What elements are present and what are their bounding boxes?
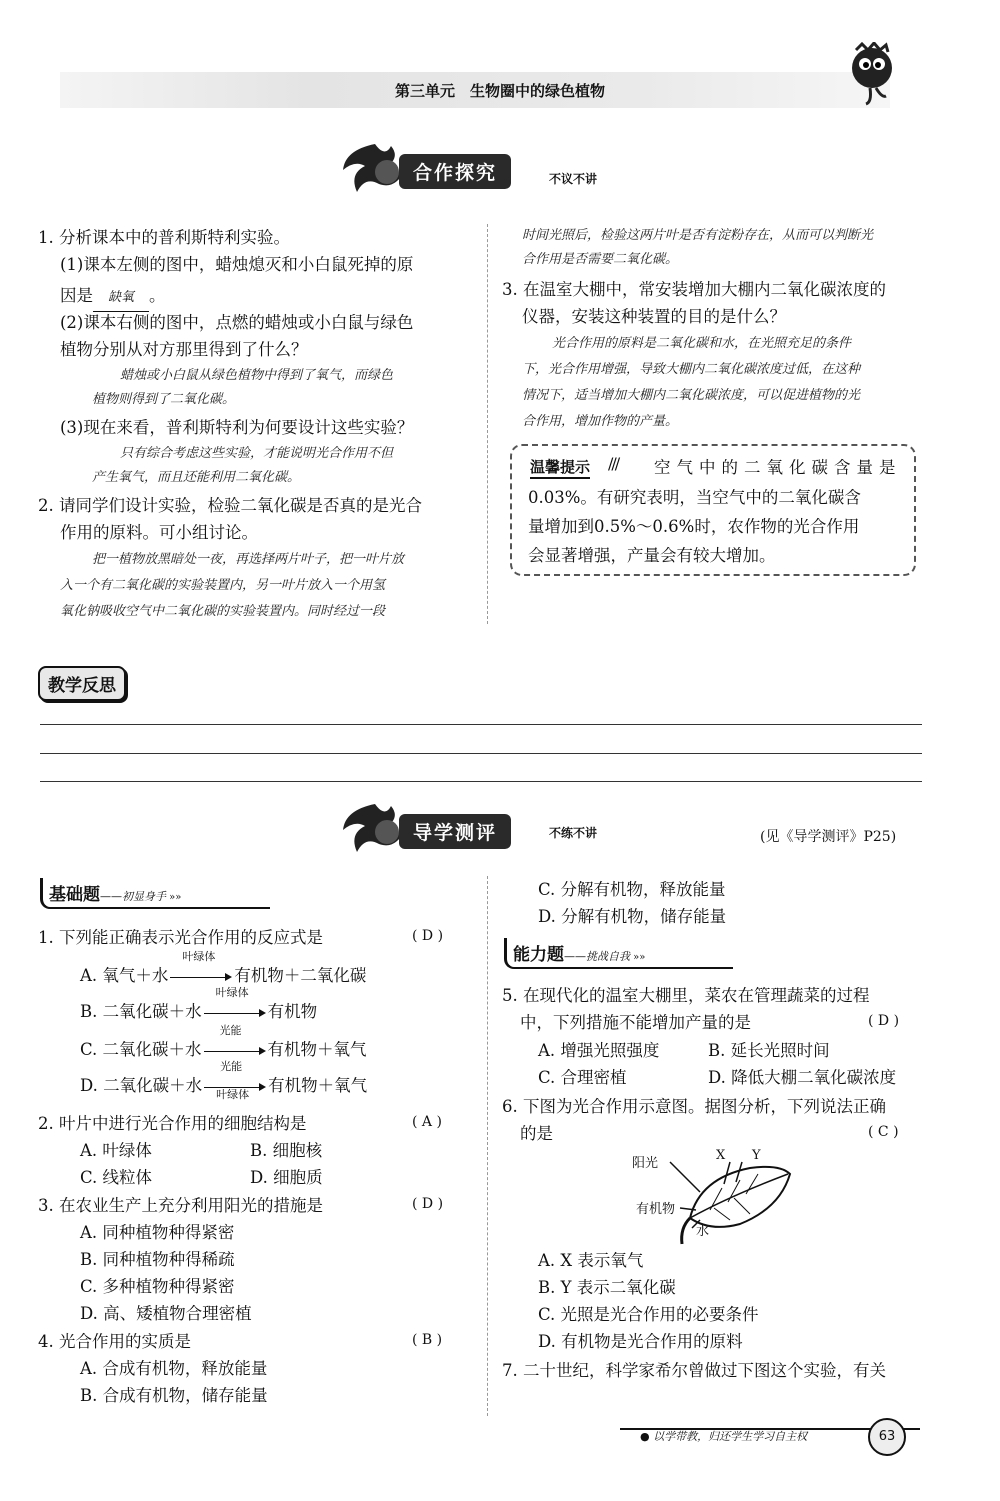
basic-tag-sub: ——初显身手: [100, 890, 166, 903]
ability-tag-sub: ——挑战自我: [564, 950, 630, 963]
option-text: 有机物＋氧气: [268, 1076, 368, 1095]
question-1-1b: [60, 282, 166, 312]
mc-answer-6: ( C ): [868, 1124, 899, 1140]
option-4b: B. 合成有机物，储存能量: [80, 1386, 268, 1405]
option-6c: C. 光照是光合作用的必要条件: [538, 1305, 759, 1324]
question-1-3: (3)现在来看，普利斯特利为何要设计这些实验？: [60, 418, 414, 437]
option-text: 有机物＋氧气: [267, 1040, 367, 1059]
tip-slashes: ///: [608, 454, 619, 473]
page-number: 63: [868, 1418, 906, 1456]
question-1-2a: (2)课本右侧的图中，点燃的蜡烛或小白鼠与绿色: [60, 313, 414, 332]
assessment-banner: [335, 800, 635, 856]
tip-line-3: 量增加到0.5%～0.6%时，农作物的光合作用: [528, 517, 860, 536]
unit-title: 第三单元 生物圈中的绿色植物: [394, 82, 605, 100]
option-2d: D. 细胞质: [250, 1168, 323, 1187]
mc-answer-5: ( D ): [868, 1013, 900, 1029]
ability-tag: 能力题——挑战自我 »»: [504, 938, 733, 969]
answer-3b: 下，光合作用增强，导致大棚内二氧化碳浓度过低，在这种: [522, 362, 861, 377]
arrow-label-top: 叶绿体: [182, 950, 216, 963]
answer-3a: 光合作用的原料是二氧化碳和水，在光照充足的条件: [552, 336, 852, 351]
figure-label-organic: 有机物: [636, 1202, 676, 1217]
reflection-label: 教学反思: [38, 666, 126, 701]
answer-2b: 入一个有二氧化碳的实验装置内，另一叶片放入一个用氢: [60, 578, 386, 593]
question-1: 1. 分析课本中的普利斯特利实验。: [38, 228, 290, 247]
figure-label-sunlight: 阳光: [632, 1156, 659, 1171]
ability-tag-label: 能力题: [513, 945, 564, 965]
section-title: 导学测评: [399, 814, 511, 849]
photosynthesis-figure: [630, 1148, 800, 1248]
answer-3d: 合作用，增加作物的产量。: [522, 414, 679, 429]
ruled-line-1: [40, 724, 922, 725]
figure-label-water: 水: [696, 1224, 710, 1239]
answer-2c: 氧化钠吸收空气中二氧化碳的实验装置内。同时经过一段: [60, 604, 386, 619]
arrow-label-top: 光能: [219, 1024, 242, 1037]
option-5a: A. 增强光照强度: [538, 1041, 660, 1060]
option-1d: [80, 1060, 368, 1101]
section-title: 合作探究: [399, 154, 511, 189]
arrow-label-bottom: 叶绿体: [216, 1088, 250, 1101]
option-6a: A. X 表示氧气: [538, 1251, 644, 1270]
answer-2d: 时间光照后，检验这两片叶是否有淀粉存在，从而可以判断光: [522, 228, 874, 243]
option-text: B. 二氧化碳＋水: [80, 1002, 202, 1021]
option-text: C. 二氧化碳＋水: [80, 1040, 202, 1059]
option-3a: A. 同种植物种得紧密: [80, 1223, 235, 1242]
option-3b: B. 同种植物种得稀疏: [80, 1250, 235, 1269]
option-text: 有机物: [267, 1002, 318, 1021]
column-divider: [487, 224, 488, 624]
option-5d: D. 降低大棚二氧化碳浓度: [708, 1068, 897, 1087]
option-1b: [80, 986, 318, 1026]
arrow-label-top: 叶绿体: [215, 986, 249, 999]
mc-question-6b: 的是: [520, 1124, 553, 1143]
tip-line-4: 会显著增强，产量会有较大增加。: [528, 546, 776, 565]
option-6d: D. 有机物是光合作用的原料: [538, 1332, 743, 1351]
answer-1-3b: 产生氧气，而且还能利用二氧化碳。: [92, 470, 301, 485]
option-text: 有机物＋二氧化碳: [234, 966, 367, 985]
answer-1-2a: 蜡烛或小白鼠从绿色植物中得到了氧气，而绿色: [120, 368, 394, 383]
section-subtitle: 不练不讲: [549, 826, 598, 840]
option-4a: A. 合成有机物，释放能量: [80, 1359, 268, 1378]
mc-question-6a: 6. 下图为光合作用示意图。据图分析，下列说法正确: [502, 1097, 886, 1116]
reaction-arrow: [202, 1060, 268, 1101]
figure-label-x: X: [716, 1148, 726, 1163]
option-text: D. 二氧化碳＋水: [80, 1076, 203, 1095]
mc-answer-1: ( D ): [412, 928, 444, 944]
question-3a: 3. 在温室大棚中，常安装增加大棚内二氧化碳浓度的: [502, 280, 886, 299]
question-3b: 仪器，安装这种装置的目的是什么？: [522, 307, 786, 326]
blank-answer: 缺氧: [93, 284, 149, 312]
answer-1-2b: 植物则得到了二氧化碳。: [92, 392, 236, 407]
question-1-1a: (1)课本左侧的图中，蜡烛熄灭和小白鼠死掉的原: [60, 255, 414, 274]
cooperation-banner: [335, 140, 625, 196]
option-5c: C. 合理密植: [538, 1068, 627, 1087]
option-4c: C. 分解有机物，释放能量: [538, 880, 726, 899]
mc-question-3: 3. 在农业生产上充分利用阳光的措施是: [38, 1196, 323, 1215]
mc-question-1: 1. 下列能正确表示光合作用的反应式是: [38, 928, 323, 947]
tip-line-2: 0.03%。有研究表明，当空气中的二氧化碳含: [528, 488, 861, 507]
option-2a: A. 叶绿体: [80, 1141, 152, 1160]
option-5b: B. 延长光照时间: [708, 1041, 830, 1060]
section-subtitle: 不议不讲: [549, 172, 598, 186]
blank-suffix: 。: [149, 286, 166, 305]
mc-question-4: 4. 光合作用的实质是: [38, 1332, 191, 1351]
mc-question-5a: 5. 在现代化的温室大棚里，菜农在管理蔬菜的过程: [502, 986, 870, 1005]
blank-prefix: 因是: [60, 286, 93, 305]
question-2a: 2. 请同学们设计实验，检验二氧化碳是否真的是光合: [38, 496, 422, 515]
answer-2e: 合作用是否需要二氧化碳。: [522, 252, 679, 267]
reference-note: (见《导学测评》P25): [760, 829, 897, 845]
mc-answer-4: ( B ): [412, 1332, 443, 1348]
option-4d: D. 分解有机物，储存能量: [538, 907, 727, 926]
arrow-label-top: 光能: [220, 1060, 243, 1073]
option-6b: B. Y 表示二氧化碳: [538, 1278, 676, 1297]
mc-question-2: 2. 叶片中进行光合作用的细胞结构是: [38, 1114, 307, 1133]
column-divider: [487, 876, 488, 1416]
mascot-icon: [842, 42, 902, 108]
basic-tag-label: 基础题: [49, 885, 100, 905]
answer-1-3a: 只有综合考虑这些实验，才能说明光合作用不但: [120, 446, 394, 461]
basic-tag: 基础题——初显身手 »»: [40, 878, 270, 909]
question-1-2b: 植物分别从对方那里得到了什么？: [60, 340, 308, 359]
option-2b: B. 细胞核: [250, 1141, 323, 1160]
footer-slogan: ● 以学带教，归还学生学习自主权: [640, 1430, 808, 1443]
answer-2a: 把一植物放黑暗处一夜，再选择两片叶子，把一叶片放: [92, 552, 405, 567]
footer-slogan-text: 以学带教，归还学生学习自主权: [653, 1430, 808, 1443]
mc-answer-3: ( D ): [412, 1196, 444, 1212]
tip-line-1: 空气中的二氧化碳含量是: [654, 458, 902, 477]
option-3c: C. 多种植物种得紧密: [80, 1277, 235, 1296]
option-text: A. 氧气＋水: [80, 966, 169, 985]
mc-question-7: 7. 二十世纪，科学家希尔曾做过下图这个实验，有关: [502, 1361, 886, 1380]
ruled-line-2: [40, 753, 922, 754]
question-2b: 作用的原料。可小组讨论。: [60, 523, 258, 542]
ruled-line-3: [40, 781, 922, 782]
option-2c: C. 线粒体: [80, 1168, 153, 1187]
mc-answer-2: ( A ): [412, 1114, 442, 1130]
figure-label-y: Y: [752, 1148, 761, 1163]
answer-3c: 情况下，适当增加大棚内二氧化碳浓度，可以促进植物的光: [522, 388, 861, 403]
mc-question-5b: 中，下列措施不能增加产量的是: [520, 1013, 751, 1032]
tip-label: 温馨提示: [530, 456, 590, 479]
option-3d: D. 高、矮植物合理密植: [80, 1304, 252, 1323]
